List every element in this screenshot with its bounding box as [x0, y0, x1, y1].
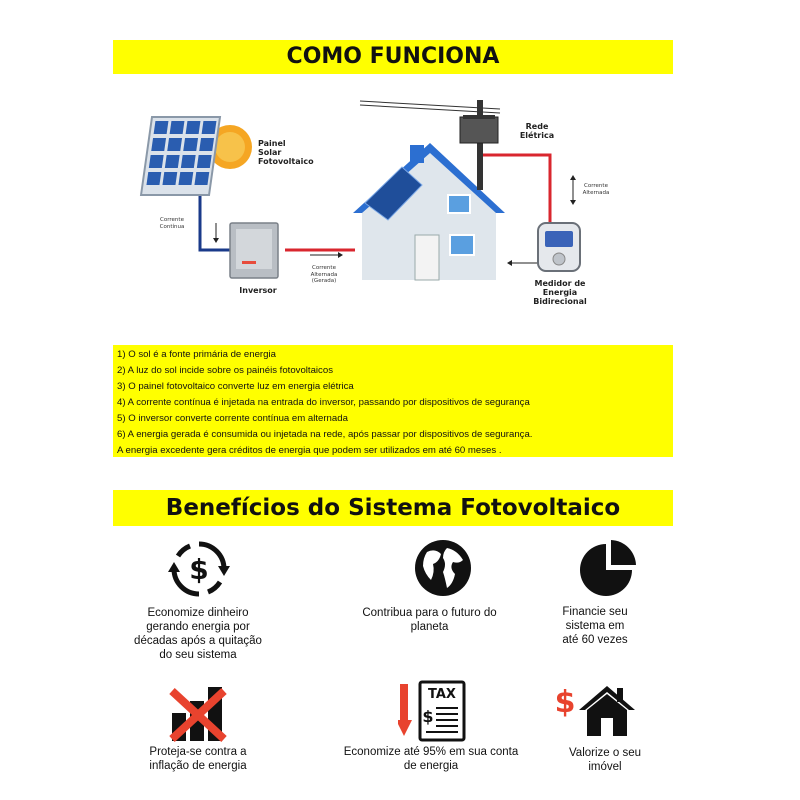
- step-item: 3) O painel fotovoltaico converte luz em energia elétrica: [117, 381, 354, 392]
- ac-label: Corrente Alternada: [582, 183, 610, 196]
- benefit-text-inflation: Proteja-se contra a inflação de energia: [149, 746, 247, 772]
- tax-icon: [398, 680, 468, 742]
- benefit-text-property: Valorize o seu imóvel: [568, 747, 642, 773]
- inverter-label: Inversor: [239, 286, 277, 295]
- step-item: 4) A corrente contínua é injetada na entrada do inversor, passando por dispositivos de segurança: [117, 397, 530, 408]
- panel-label: Painel Solar Fotovoltaico: [258, 139, 314, 166]
- diagram-graphics: [130, 95, 670, 310]
- svg-text:$: $: [422, 707, 434, 726]
- step-item: A energia excedente gera créditos de energia que podem ser utilizados em até 60 meses .: [117, 445, 502, 456]
- solar-panel-icon: [141, 117, 220, 195]
- svg-text:$: $: [554, 685, 576, 720]
- benefit-text-tax: Economize até 95% em sua conta de energia: [343, 746, 519, 772]
- benefit-text-planet: Contribua para o futuro do planeta: [362, 607, 497, 633]
- pie-chart-icon: [578, 538, 638, 598]
- step-item: 2) A luz do sol incide sobre os painéis fotovoltaicos: [117, 365, 333, 376]
- dc-label: Corrente Contínua: [159, 217, 185, 230]
- svg-text:TAX: TAX: [428, 687, 456, 702]
- house-value-icon: [553, 680, 635, 738]
- money-cycle-icon: [168, 538, 230, 600]
- inverter-icon: [230, 223, 278, 278]
- svg-text:$: $: [189, 553, 209, 586]
- meter-label: Medidor de Energia Bidirecional: [533, 279, 587, 306]
- globe-icon: [413, 538, 473, 598]
- steps-list: [113, 345, 673, 457]
- energy-meter-icon: [538, 223, 580, 271]
- grid-label: Rede Elétrica: [519, 122, 555, 140]
- ac-generated-label: Corrente Alternada (Gerada): [310, 265, 338, 284]
- step-item: 1) O sol é a fonte primária de energia: [117, 349, 276, 360]
- page-title: COMO FUNCIONA: [113, 40, 673, 74]
- inflation-icon: [168, 683, 228, 743]
- solar-system-diagram: [130, 95, 670, 310]
- benefit-text-money: Economize dinheiro gerando energia por décadas após a quitação do seu sistema: [134, 607, 262, 661]
- benefits-title: Benefícios do Sistema Fotovoltaico: [113, 490, 673, 526]
- step-item: 5) O inversor converte corrente contínua em alternada: [117, 413, 348, 424]
- benefit-text-financing: Financie seu sistema em até 60 vezes: [562, 606, 628, 646]
- step-item: 6) A energia gerada é consumida ou injetada na rede, após passar por dispositivos de segurança.: [117, 429, 533, 440]
